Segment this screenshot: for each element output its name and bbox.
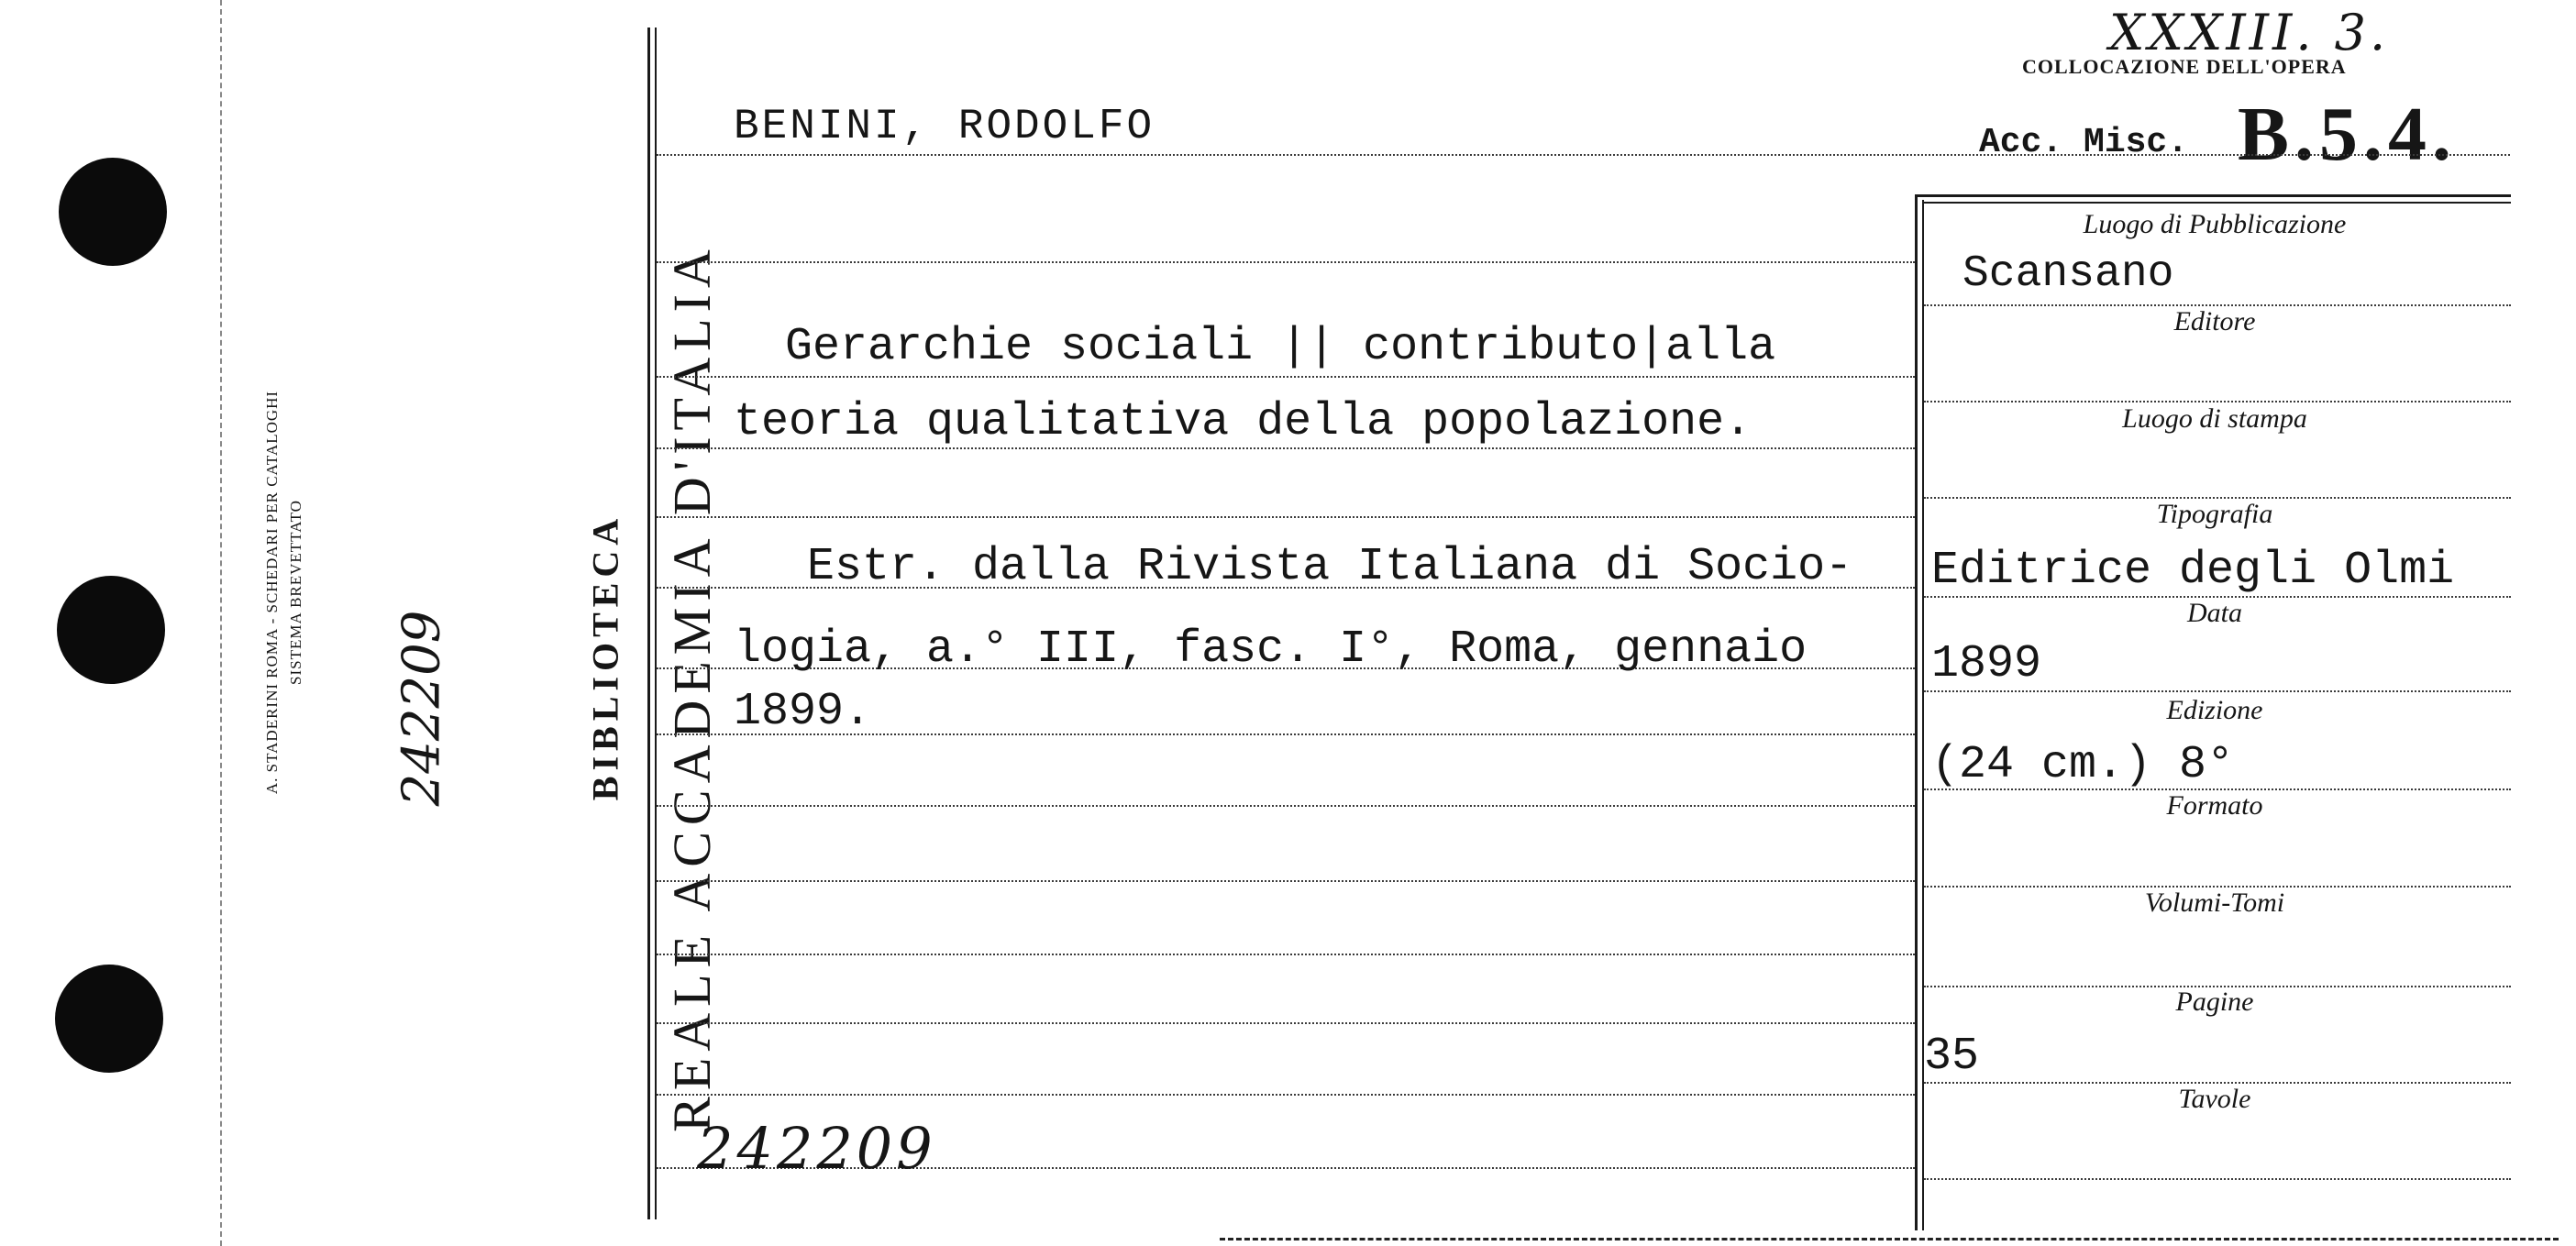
field-rule (1924, 1178, 2511, 1180)
title-line-1: Gerarchie sociali || contributo|alla (785, 321, 1776, 373)
field-rule (1924, 690, 2511, 692)
label-edizione: Edizione (2166, 695, 2263, 725)
label-tipografia: Tipografia (2156, 499, 2273, 529)
rule-line (657, 1094, 1915, 1096)
left-rule-a (647, 28, 650, 1219)
rule-line (657, 376, 1915, 378)
value-tipografia: Editrice degli Olmi (1931, 545, 2455, 597)
printer-stamp (260, 216, 308, 968)
value-luogo-pubblicazione: Scansano (1962, 249, 2174, 299)
punch-hole-middle (57, 576, 165, 684)
collocation-label: COLLOCAZIONE DELL'OPERA (2022, 55, 2347, 78)
label-pagine: Pagine (2175, 987, 2254, 1017)
label-tavole: Tavole (2178, 1084, 2251, 1114)
right-box-top (1915, 194, 2511, 197)
rule-line (657, 516, 1915, 518)
rule-line (657, 880, 1915, 882)
collocation-handwritten: XXXIII. 3. (2109, 4, 2390, 61)
inventory-number-side: 242209 (392, 610, 452, 807)
field-rule (1924, 401, 2511, 402)
label-luogo-stampa: Luogo di stampa (2122, 403, 2307, 434)
perforation-line (220, 0, 222, 1246)
shelfmark-value: B.5.4. (2238, 92, 2458, 177)
right-box-top2 (1922, 202, 2511, 204)
label-volumi-tomi: Volumi-Tomi (2144, 888, 2285, 918)
note-line-3: 1899. (734, 686, 872, 738)
value-pagine: 35 (1924, 1031, 1980, 1083)
rule-line (657, 805, 1915, 807)
rule-line (657, 154, 2510, 156)
inventory-number-bottom: 242209 (697, 1115, 936, 1182)
label-data: Data (2187, 598, 2242, 628)
note-line-1: Estr. dalla Rivista Italiana di Socio- (807, 541, 1853, 593)
institution-name: REALE ACCADEMIA D'ITALIA (662, 243, 722, 1132)
rule-line (657, 1022, 1915, 1024)
value-data: 1899 (1931, 638, 2042, 690)
label-formato: Formato (2166, 790, 2263, 821)
printer-stamp-line2: SISTEMA BREVETTATO (287, 500, 304, 685)
left-rule-b (655, 28, 657, 1219)
label-editore: Editore (2173, 306, 2256, 336)
note-line-2: logia, a.° III, fasc. I°, Roma, gennaio (734, 623, 1808, 676)
printer-stamp-line1: A. STADERINI ROMA - SCHEDARI PER CATALOGHI (263, 390, 281, 795)
punch-hole-bottom (55, 965, 163, 1073)
rule-line (657, 954, 1915, 955)
card-bottom-edge (1220, 1238, 2559, 1240)
shelfmark-prefix: Acc. Misc. (1979, 123, 2189, 162)
label-luogo-pubblicazione: Luogo di Pubblicazione (2083, 209, 2347, 239)
title-line-2: teoria qualitativa della popolazione. (734, 396, 1752, 448)
author-heading: BENINI, RODOLFO (734, 103, 1155, 150)
rule-line (657, 261, 1915, 263)
right-box-rule-a (1915, 194, 1918, 1230)
library-name: BIBLIOTECA (584, 513, 626, 801)
punch-hole-top (59, 158, 167, 266)
value-edizione: (24 cm.) 8° (1931, 739, 2235, 791)
